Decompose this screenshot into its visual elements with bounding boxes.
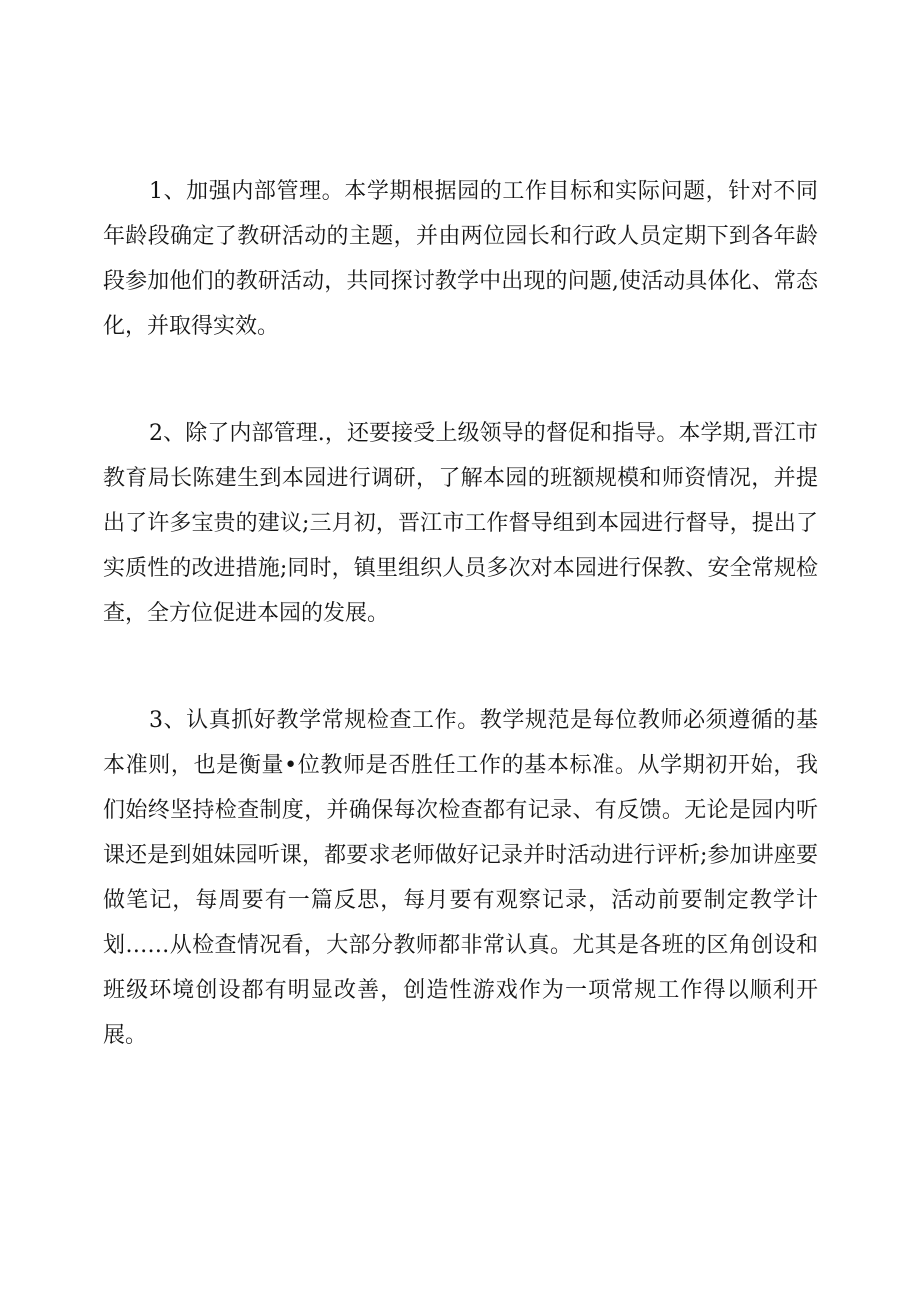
paragraph-internal-management: 1、加强内部管理。本学期根据园的工作目标和实际问题，针对不同年龄段确定了教研活动的主题，并由两位园长和行政人员定期下到各年龄段参加他们的教研活动，共同探讨教学中出现的问题,使活动具体化、常态化，并取得实效。 (103, 179, 818, 339)
paragraph-supervision-guidance: 2、除了内部管理.，还要接受上级领导的督促和指导。本学期,晋江市教育局长陈建生到本园进行调研，了解本园的班额规模和师资情况，并提出了许多宝贵的建议;三月初，晋江市工作督导组到本园进行督导，提出了实质性的改进措施;同时，镇里组织人员多次对本园进行保教、安全常规检查，全方位促进本园的发展。 (103, 421, 818, 626)
paragraph-teaching-routine-inspection: 3、认真抓好教学常规检查工作。教学规范是每位教师必须遵循的基本准则，也是衡量•位教师是否胜任工作的基本标准。从学期初开始，我们始终坚持检查制度，并确保每次检查都有记录、有反馈。无论是园内听课还是到姐妹园听课，都要求老师做好记录并时活动进行评析;参加讲座要做笔记，每周要有一篇反思，每月要有观察记录，活动前要制定教学计划……从检查情况看，大部分教师都非常认真。尤其是各班的区角创设和班级环境创设都有明显改善，创造性游戏作为一项常规工作得以顺利开展。 (103, 708, 818, 1048)
